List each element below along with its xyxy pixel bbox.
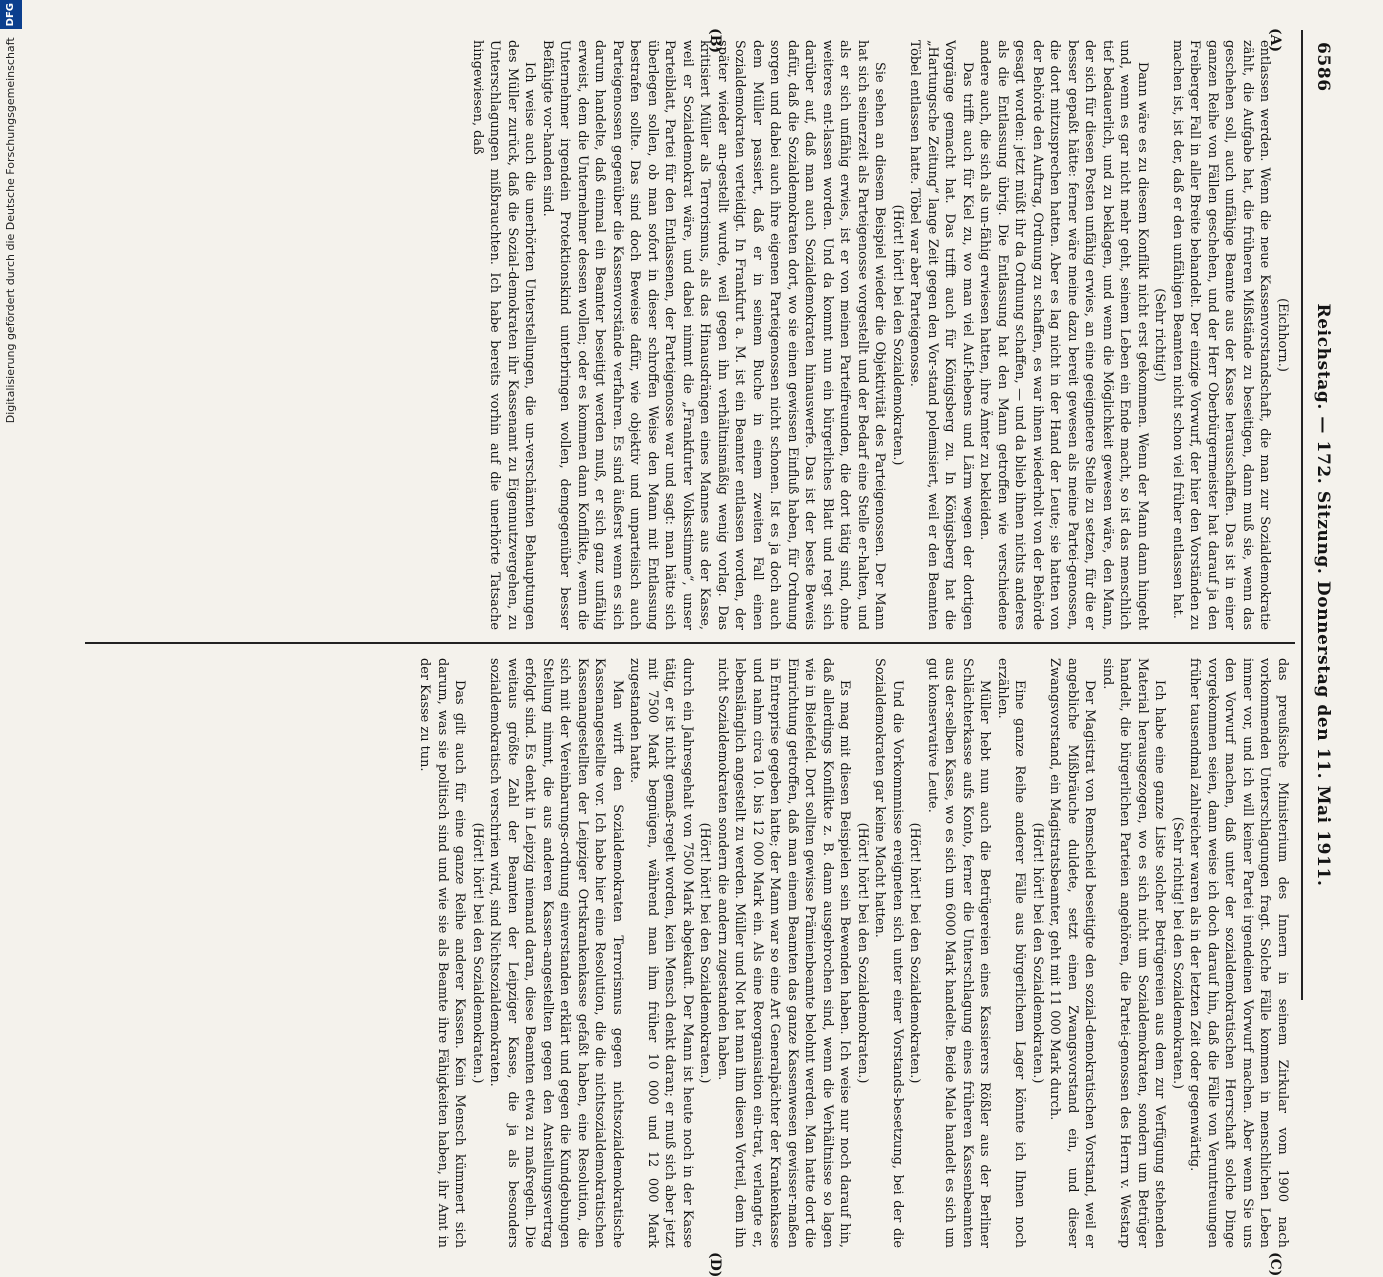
paragraph: Der Magistrat von Remscheid beseitigte den sozial-demokratischen Vorstand, weil er angebliche Mißbräuche duldete, setzt einen Zwangsvorstand ein, und dieser Zwangsvorstand, ein Magistratsbeamter, geht mit 11 000 Mark durch.: [1047, 658, 1098, 1248]
page-number: 6586: [1313, 42, 1333, 92]
paragraph: Sie sehen an diesem Beispiel wieder die Objektivität des Parteigenossen. Der Mann hat sich seinerzeit als Parteigenosse vorgestellt und der Bedarf eine Stelle er-halten, und als er sich unfähig erwies, ist er von meinen Parteifreunden, die dort tätig sind, ohne weiteres ent-lassen worden. Und da kommt nun ein bürgerliches Blatt und regt sich darüber auf, daß man auch Sozialdemokraten hinauswerfe. Das ist der beste Beweis dafür, daß die Sozialdemokraten dort, wo sie einen gewissen Einfluß haben, für Ordnung sorgen und dabei auch ihre eigenen Parteigenossen nicht schonen. Ist es ja doch auch dem Müller passiert, daß er in seinem Buche in einem zweiten Fall einen Sozialdemokraten verteidigt. In Frankfurt a. M. ist ein Beamter entlassen worden, der später wieder an-gestellt wurde, weil gegen ihn verhältnismäßig wenig vorlag. Das kritisiert Müller als Terrorismus, als das Hinausdrängen eines Mannes aus der Kasse, weil er Sozialdemokrat wäre, und dabei nimmt die „Frankfurter Volksstimme“, unser Parteiblatt, Partei für den Entlassenen, der Parteigenosse war und sagt: man hätte sich überlegen sollen, ob man sofort in dieser schroffen Weise den Mann mit Entlassung bestrafen sollte. Das sind doch Beweise dafür, wie objektiv und unparteiisch auch Parteigenossen gegenüber die Kassenvorstände verfahren. Es sind äußerst wenn es sich darum handelte, daß einmal ein Beamter beseitigt werden muß, er sich ganz unfähig erweist, dem die Unternehmer dessen wollen; oder es kommen dann Konflikte, wenn die Unternehmer irgendein Protektionskind unterbringen wollen, demgegenüber besser Befähigte vor-handen sind.: [540, 40, 888, 630]
right-text-column: [85, 658, 1291, 1248]
column-divider: [85, 642, 1295, 644]
paragraph: Ich weise auch die unerhörten Unterstellungen, die un-verschämten Behauptungen des Müller zurück, daß die Sozial-demokraten ihr Kassenamt zu Eigennutzvergehen, zu Unterschlagungen mißbrauchten. Ich habe bereits vorhin auf die unerhörte Tatsache hingewiesen, daß: [470, 40, 538, 630]
paragraph: Man wirft den Sozialdemokraten Terrorismus gegen nichtsozialdemokratische Kassenangestellte vor. Ich habe hier eine Resolution, die die nichtsozialdemokratischen Kassenangestellten der Leipziger Ortskrankenkasse gefaßt haben, eine Resolution, die sich mit der Vereinbarungs-ordnung einverstanden erklärt und gegen die Kundgebungen Stellung nimmt, die aus anderen Kassen-angestellten gegen den Anstellungsvertrag erfolgt sind. Es denkt in Leipzig niemand daran, diese Beamten etwa zu maßregeln. Die weitaus größte Zahl der Beamten der Leipziger Kasse, die ja als besonders sozialdemokratisch verschrien wird, sind Nichtsozialdemokraten.: [487, 658, 625, 1248]
paragraph: durch ein Jahresgehalt von 7500 Mark abgekauft. Der Mann ist heute noch in der Kasse tätig, er ist nicht gemaß-regelt worden, kein Mensch denkt daran; er muß sich aber jetzt mit 7500 Mark begnügen, während man ihm früher 10 000 und 12 000 Mark zugestanden hatte.: [627, 658, 695, 1248]
page-title: Reichstag. — 172. Sitzung. Donnerstag den 11. Mai 1911.: [1313, 303, 1333, 887]
page-header: [1303, 30, 1343, 1000]
paragraph: Ich habe eine ganze Liste solcher Betrügereien aus dem zur Verfügung stehenden Material herausgezogen, wo es sich nicht um Sozialdemokraten, sondern um Betrüger handelt, die bürgerlichen Parteien angehören, die Partei-genossen des Herrn v. Westarp sind.: [1100, 658, 1168, 1248]
paragraph: Es mag mit diesen Beispielen sein Bewenden haben. Ich weise nur noch darauf hin, daß allerdings Konflikte z. B. dann ausgebrochen sind, wenn die Verhältnisse so lagen wie in Bielefeld. Dort sollten gewisse Prämienbeamte belohnt werden. Man hatte dort die Einrichtung getroffen, daß man einem Beamten das ganze Kassenwesen gewisser-maßen in Entreprise gegeben hatte; der Mann war so eine Art Generalpächter der Krankenkasse und nahm circa 10. bis 12 000 Mark ein. Als eine Reorganisation ein-trat, verlangte er, lebenslänglich angestellt zu werden. Müller und Not hat man ihm diesen Vorteil, dem ihn nicht Sozialdemokraten sondern die andern zugestanden haben.: [715, 658, 853, 1248]
margin-mark-a: (A): [1267, 28, 1283, 53]
interjection: (Hört! hört! bei den Sozialdemokraten.): [1030, 822, 1045, 1084]
paragraph: Dann wäre es zu diesem Konflikt nicht erst gekommen. Wenn der Mann dann hingeht und, wenn es gar nicht mehr geht, seinem Leben ein Ende macht, so ist das menschlich tief bedauerlich, und zu beklagen, und wenn die Möglichkeit gewesen wäre, den Mann, der sich für diesen Posten unfähig erwies, an eine geeignetere Stelle zu setzen, für die er besser gepaßt hätte: ferner wäre meine dazu bereit gewesen als meine Partei-genossen, die dort mitzusprechen hatten. Aber es lag nicht in der Hand der Leute; sie hatten von der Behörde den Auftrag, Ordnung zu schaffen, es war ihnen wiederholt von der Behörde gesagt worden: jetzt müßt ihr da Ordnung schaffen, — und da blieb ihnen nichts anderes als die Entlassung übrig. Die Entlassung hat den Mann getroffen wie verschiedene andere auch, die sich als un-fähig erwiesen hatten, ihre Ämter zu bekleiden.: [977, 40, 1150, 630]
interjection: (Hört! hört! bei den Sozialdemokraten.): [890, 204, 905, 466]
paragraph: das preußische Ministerium des Innern in seinem Zirkular vom 1900 nach vorkommenden Unterschlagungen fragt. Solche Fälle kommen in menschlichen Leben immer vor, und ich will keiner Partei irgendeinen Vorwurf machen. Aber wenn Sie uns den Vorwurf machen, daß unter der sozialdemokratischen Herrschaft solche Dinge vorgekommen seien, dann weise ich doch darauf hin, daß die Fälle von Veruntreuungen früher tausendmal zahlreicher waren als in der letzten Zeit oder gegenwärtig.: [1187, 658, 1290, 1248]
interjection: (Eichhorn.): [1275, 298, 1290, 372]
digitization-footer: [1, 0, 21, 1000]
paragraph: entlassen werden. Wenn die neue Kassenvorstandschaft, die man zur Sozialdemokratie zählt, die Aufgabe hat, die früheren Mißstände zu beseitigen, dann muß sie, wenn das geschehen soll, auch unfähige Beamte aus der Kasse herausschaffen. Das ist in einer ganzen Reihe von Fällen geschehen, und der Herr Oberbürgermeister hat darauf ja den Freiberger Fall in aller Breite behandelt. Der einzige Vorwurf, der hier den Vorständen zu machen ist, ist der, daß er den unfähigen Beamten nicht schon viel früher entlassen hat.: [1170, 40, 1273, 630]
interjection: (Sehr richtig!): [1152, 288, 1168, 382]
dfg-logo: DFG: [0, 0, 22, 29]
paragraph: Eine ganze Reihe anderer Fälle aus bürgerlichem Lager könnte ich Ihnen noch erzählen.: [995, 658, 1028, 1248]
interjection: (Hört! hört! bei den Sozialdemokraten.): [470, 822, 485, 1084]
digitization-credit: Digitalisierung gefördert durch die Deutsche Forschungsgemeinschaft: [4, 37, 17, 424]
rotated-page: [65, 28, 1343, 1277]
interjection: (Hört! hört! bei den Sozialdemokraten.): [907, 822, 923, 1084]
margin-mark-d: (D): [707, 1252, 723, 1277]
paragraph: Das trifft auch für Kiel zu, wo man viel Auf-hebens und Lärm wegen der dortigen Vorgänge gemacht hat. Das trifft auch für Königsberg zu. In Königsberg hat die „Hartungsche Zeitung“ lange Zeit gegen den Vor-stand polemisiert, weil er den Beamten Töbel entlassen hatte. Töbel war aber Parteigenosse.: [907, 40, 975, 630]
left-text-column: [85, 40, 1291, 630]
interjection: (Sehr richtig! bei den Sozialdemokraten.): [1170, 816, 1185, 1090]
interjection: (Hört! hört! bei den Sozialdemokraten.): [697, 822, 713, 1084]
interjection: (Hört! hört! bei den Sozialdemokraten.): [855, 822, 870, 1084]
header-rule: [1301, 30, 1303, 1000]
paragraph: Das gilt auch für eine ganze Reihe anderer Kassen. Kein Mensch kümmert sich darum, was sie politisch sind und wie sie als Beamte ihre Fähigkeiten haben, ihr Amt in der Kasse zu tun.: [417, 658, 468, 1248]
paragraph: Und die Vorkommnisse ereigneten sich unter einer Vorstands-besetzung, bei der die Sozialdemokraten gar keine Macht hatten.: [872, 658, 905, 1248]
margin-mark-c: (C): [1267, 1252, 1283, 1277]
margin-mark-b: (B): [707, 28, 723, 54]
paragraph: Müller hebt nun auch die Betrügereien eines Kassierers Rößler aus der Berliner Schlächterkasse aufs Konto, ferner die Unterschlagung eines früheren Kassenbeamten aus der-selben Kasse, wo es sich um 6000 Mark handelte. Beide Male handelt es sich um gut konservative Leute.: [925, 658, 993, 1248]
